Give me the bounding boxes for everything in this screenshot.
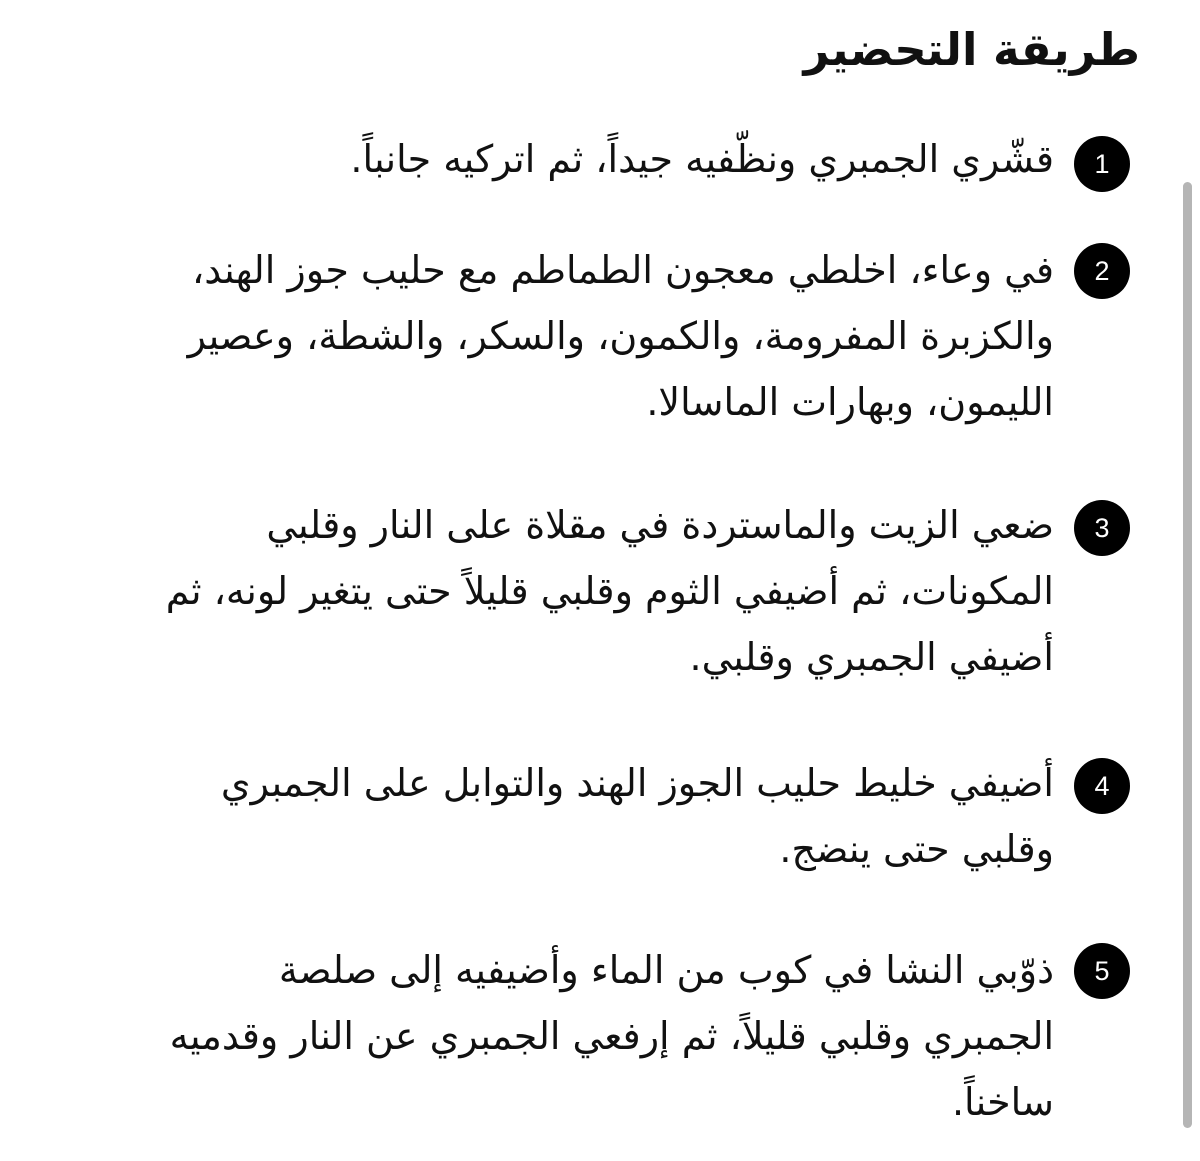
step-text-line: أضيفي خليط حليب الجوز الهند والتوابل على الجمبري (220, 761, 1054, 805)
step-number-badge: 1 (1074, 136, 1130, 192)
step-number-badge: 3 (1074, 500, 1130, 556)
step-text-line: الجمبري وقلبي قليلاً، ثم إرفعي الجمبري عن النار وقدميه (169, 1014, 1054, 1058)
step-text-line: ذوّبي النشا في كوب من الماء وأضيفيه إلى صلصة (278, 948, 1054, 992)
step-text (64, 492, 1054, 690)
step-number-badge: 5 (1074, 943, 1130, 999)
step-text-line: ضعي الزيت والماستردة في مقلاة على النار وقلبي (266, 503, 1054, 547)
step-text-line: ساخناً. (951, 1080, 1054, 1124)
step-text (64, 750, 1054, 882)
step-text (64, 237, 1054, 435)
step-text-line: الليمون، وبهارات الماسالا. (646, 380, 1054, 424)
step-text-line: والكزبرة المفرومة، والكمون، والسكر، والشطة، وعصير (187, 314, 1054, 358)
step-text-line: قشّري الجمبري ونظّفيه جيداً، ثم اتركيه جانباً. (350, 137, 1054, 181)
step-number-badge: 2 (1074, 243, 1130, 299)
step-text (64, 937, 1054, 1135)
step-text-line: في وعاء، اخلطي معجون الطماطم مع حليب جوز الهند، (191, 248, 1054, 292)
step-text-line: المكونات، ثم أضيفي الثوم وقلبي قليلاً حتى يتغير لونه، ثم (165, 569, 1054, 613)
step-number-badge: 4 (1074, 758, 1130, 814)
step-text-line: أضيفي الجمبري وقلبي. (689, 635, 1054, 679)
step-text-line: وقلبي حتى ينضج. (779, 827, 1054, 871)
page-title: طريقة التحضير (803, 23, 1140, 76)
vertical-scrollbar[interactable] (1183, 182, 1192, 1128)
step-text (64, 126, 1054, 192)
